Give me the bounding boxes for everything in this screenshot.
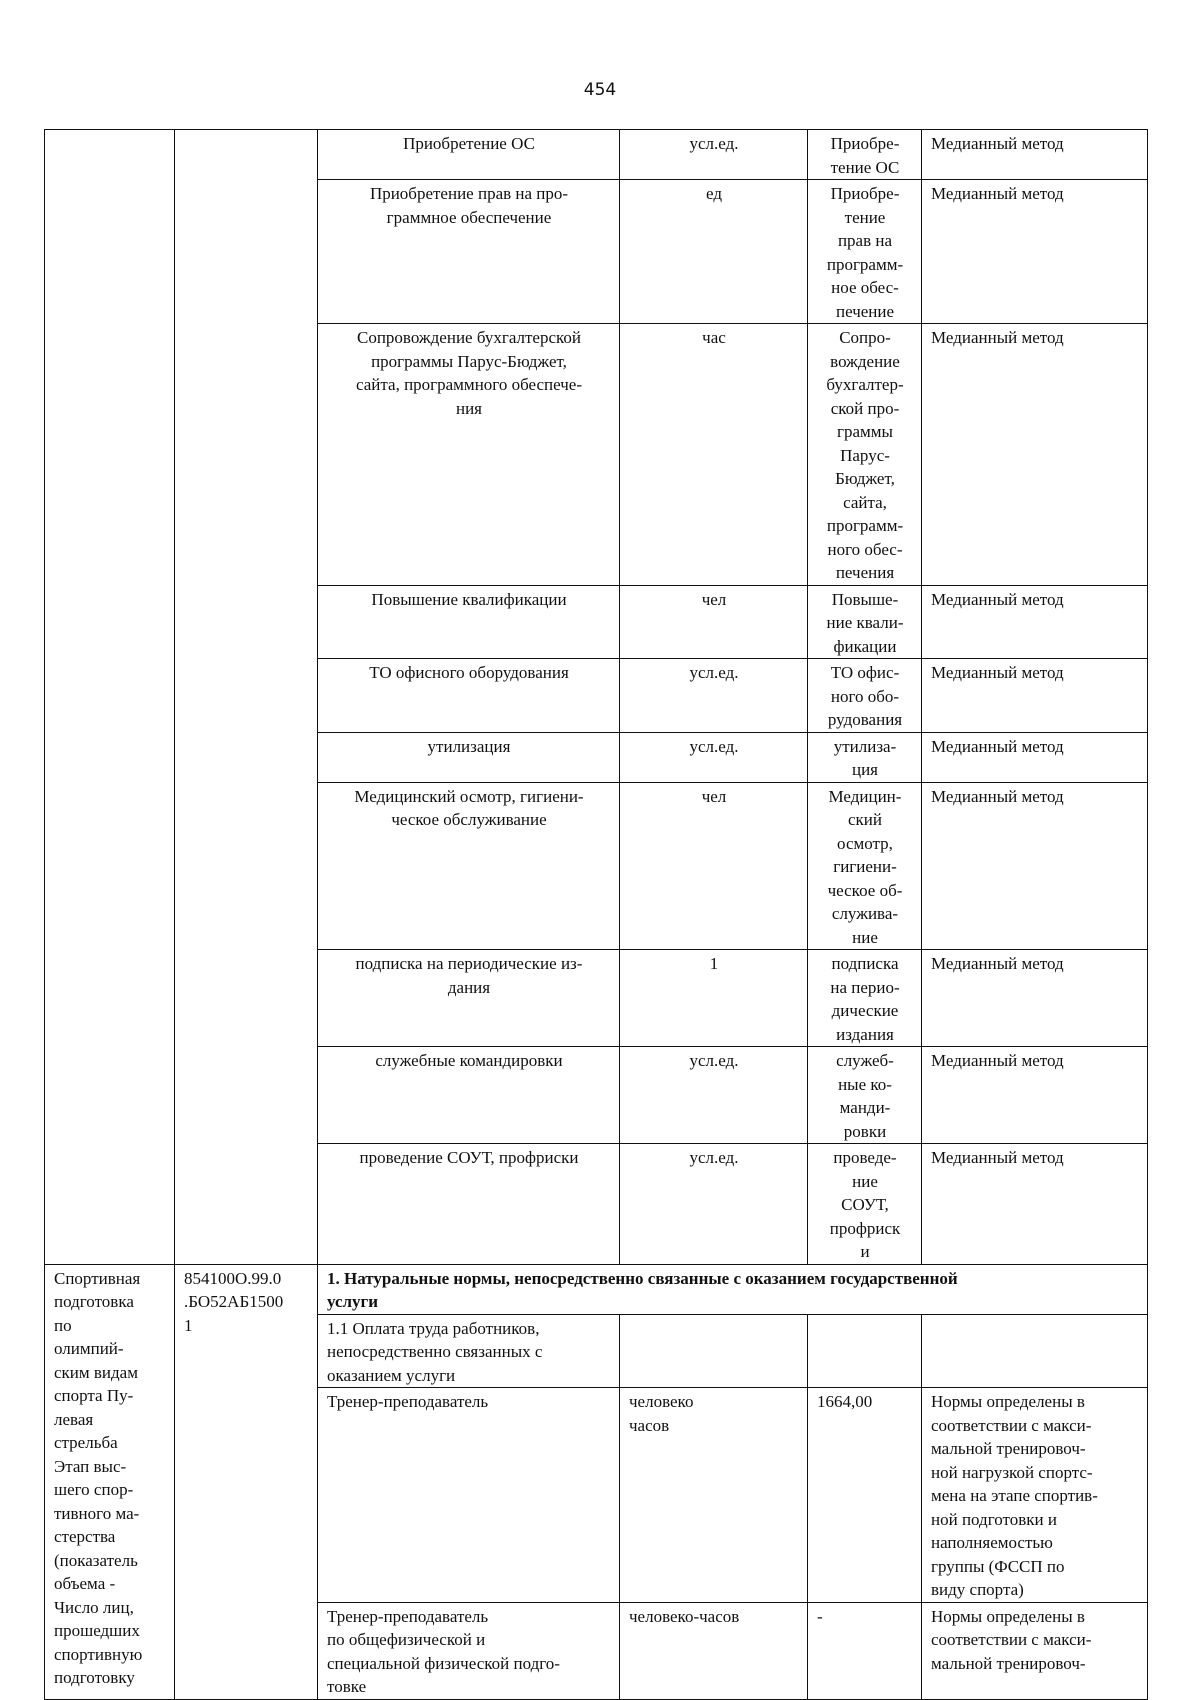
expense-norm: Повыше- ние квали- фикации — [808, 585, 922, 659]
expense-norm: ТО офис- ного обо- рудования — [808, 659, 922, 733]
expense-name: Приобретение ОС — [318, 130, 620, 180]
expense-norm: Медицин- ский осмотр, гигиени- ческое об- служива- ние — [808, 782, 922, 950]
norms-table — [44, 129, 1148, 1700]
staff-unit: человеко часов — [620, 1388, 808, 1603]
expense-norm: утилиза- ция — [808, 732, 922, 782]
expense-unit: усл.ед. — [620, 130, 808, 180]
staff-method: Нормы определены в соответствии с макси- мальной тренировоч- — [922, 1602, 1148, 1699]
service-name: Спортивная подготовка по олимпий- ским видам спорта Пу- левая стрельба Этап выс- шего спор- тивного ма- стерства (показатель объема - Число лиц, прошедших спортивную подготовку — [45, 1264, 175, 1699]
expense-unit: ед — [620, 180, 808, 324]
expense-method: Медианный метод — [922, 1144, 1148, 1265]
expense-name: утилизация — [318, 732, 620, 782]
expense-unit: чел — [620, 782, 808, 950]
empty-service-cell — [45, 130, 175, 1265]
table-row — [45, 130, 1148, 180]
empty-cell — [922, 1314, 1148, 1388]
expense-name: Повышение квалификации — [318, 585, 620, 659]
empty-cell — [808, 1314, 922, 1388]
expense-norm: Приобре- тение ОС — [808, 130, 922, 180]
expense-unit: усл.ед. — [620, 659, 808, 733]
expense-norm: служеб- ные ко- манди- ровки — [808, 1047, 922, 1144]
expense-method: Медианный метод — [922, 1047, 1148, 1144]
staff-norm: 1664,00 — [808, 1388, 922, 1603]
staff-norm: - — [808, 1602, 922, 1699]
expense-norm: Приобре- тение прав на программ- ное обес- печение — [808, 180, 922, 324]
staff-unit: человеко-часов — [620, 1602, 808, 1699]
expense-method: Медианный метод — [922, 732, 1148, 782]
expense-unit: усл.ед. — [620, 1144, 808, 1265]
expense-method: Медианный метод — [922, 324, 1148, 586]
expense-method: Медианный метод — [922, 130, 1148, 180]
staff-method: Нормы определены в соответствии с макси- мальной тренировоч- ной нагрузкой спортс- мена на этапе спортив- ной подготовки и наполняемостью группы (ФССП по виду спорта) — [922, 1388, 1148, 1603]
empty-code-cell — [175, 130, 318, 1265]
expense-name: служебные командировки — [318, 1047, 620, 1144]
expense-unit: час — [620, 324, 808, 586]
expense-name: подписка на периодические из- дания — [318, 950, 620, 1047]
staff-name: Тренер-преподаватель по общефизической и специальной физической подго- товке — [318, 1602, 620, 1699]
expense-norm: подписка на перио- дические издания — [808, 950, 922, 1047]
expense-method: Медианный метод — [922, 782, 1148, 950]
expense-method: Медианный метод — [922, 950, 1148, 1047]
expense-unit: усл.ед. — [620, 732, 808, 782]
expense-name: Медицинский осмотр, гигиени- ческое обслуживание — [318, 782, 620, 950]
expense-norm: Сопро- вождение бухгалтер- ской про- граммы Парус- Бюджет, сайта, программ- ного обес- печения — [808, 324, 922, 586]
expense-name: проведение СОУТ, профриски — [318, 1144, 620, 1265]
table-row — [45, 1264, 1148, 1314]
expense-method: Медианный метод — [922, 659, 1148, 733]
expense-unit: чел — [620, 585, 808, 659]
expense-name: ТО офисного оборудования — [318, 659, 620, 733]
page-number: 454 — [583, 80, 617, 100]
empty-cell — [620, 1314, 808, 1388]
expense-unit: усл.ед. — [620, 1047, 808, 1144]
expense-method: Медианный метод — [922, 180, 1148, 324]
expense-norm: проведе- ние СОУТ, профриск и — [808, 1144, 922, 1265]
section-header: 1. Натуральные нормы, непосредственно связанные с оказанием государственной услуги — [318, 1264, 1148, 1314]
expense-name: Сопровождение бухгалтерской программы Парус-Бюджет, сайта, программного обеспече- ния — [318, 324, 620, 586]
expense-unit: 1 — [620, 950, 808, 1047]
staff-name: Тренер-преподаватель — [318, 1388, 620, 1603]
subsection-title: 1.1 Оплата труда работников, непосредственно связанных с оказанием услуги — [318, 1314, 620, 1388]
service-code: 854100О.99.0 .БО52АБ1500 1 — [175, 1264, 318, 1699]
expense-method: Медианный метод — [922, 585, 1148, 659]
expense-name: Приобретение прав на про- граммное обеспечение — [318, 180, 620, 324]
